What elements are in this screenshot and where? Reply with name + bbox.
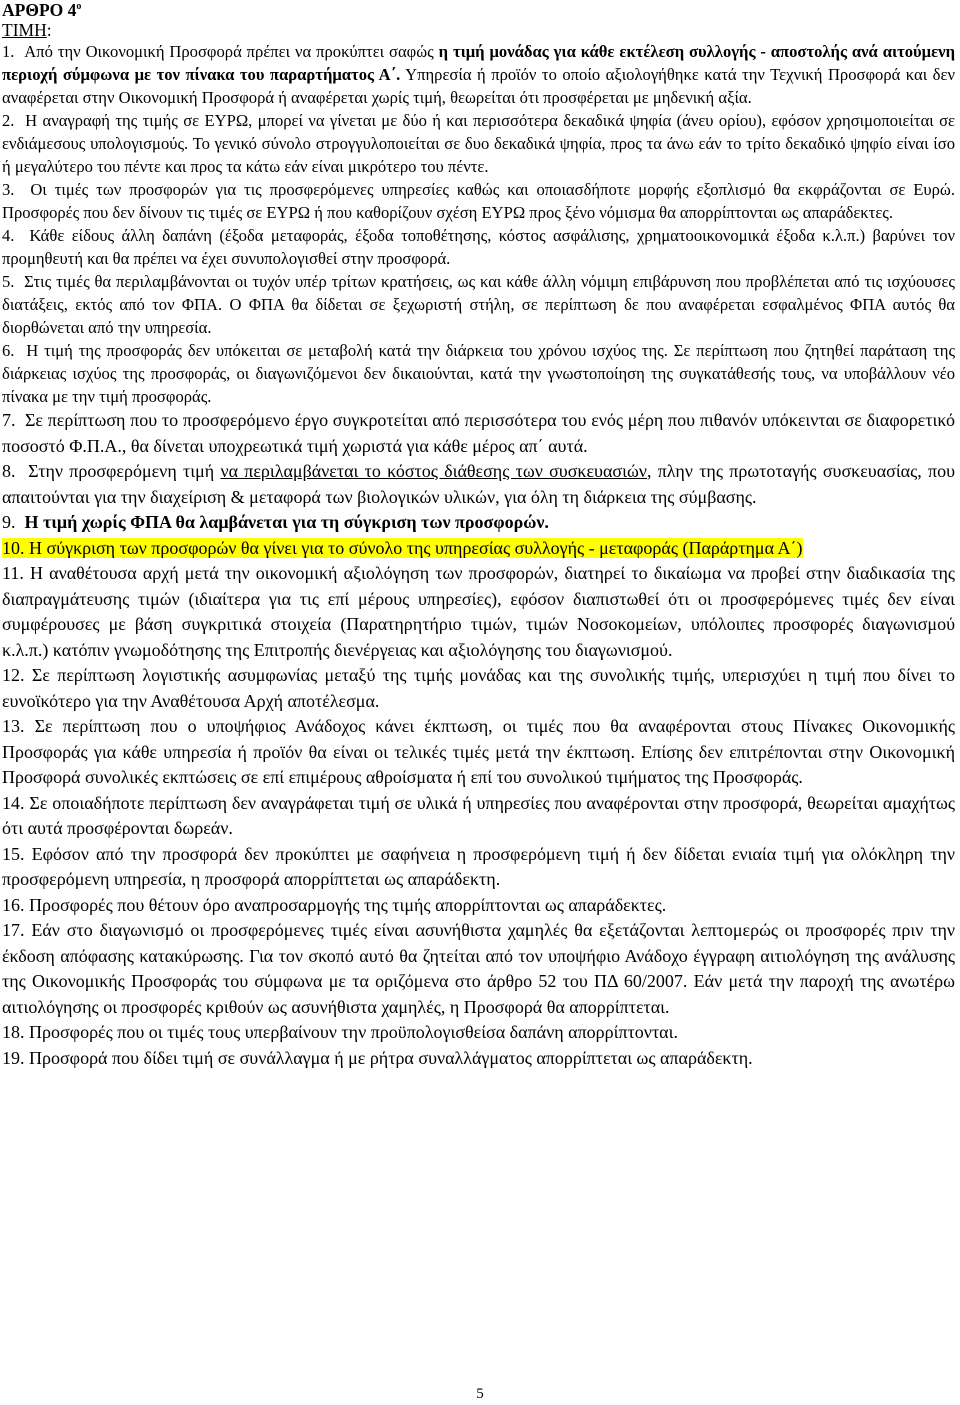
item-11: 11. Η αναθέτουσα αρχή μετά την οικονομική αξιολόγηση των προσφορών, διατηρεί το δικαίωμα να προβεί στην διαδικασία της διαπραγμάτευσης τιμών (ιδιαίτερα για τις επί μέρους υπηρεσίες), εφόσον διαπιστωθεί ότι οι προσφερόμενες τιμές δεν είναι συμφέρουσες με βάση συγκριτικά στοιχεία (Παρατηρητήριο τιμών, τιμών Νοσοκομείων, υπόλοιπες προσφορές διαγωνισμού κ.λ.π.) κατόπιν γνωμοδότησης της Επιτροπής διενέργειας και αξιολόγησης του διαγωνισμού.: [2, 563, 955, 660]
item-1-bold: η τιμή μονάδας για κάθε εκτέλεση συλλογής - αποστολής ανά αιτούμενη περιοχή σύμφωνα με τον πίνακα του παραρτήματος Α΄.: [2, 42, 956, 84]
heading-superscript: ο: [76, 1, 82, 13]
section-subheading: ΤΙΜΗ:: [2, 20, 52, 40]
item-5: 5. Στις τιμές θα περιλαμβάνονται οι τυχόν υπέρ τρίτων κρατήσεις, ως και κάθε άλλη νόμιμη επιβάρυνση που προβλέπεται από τις ισχύουσες διατάξεις, εκτός από τον ΦΠΑ. Ο ΦΠΑ θα δίδεται σε ξεχωριστή στήλη, σε περίπτωση δε που αναφέρεται εσφαλμένος ΦΠΑ αυτός θα διορθώνεται από την υπηρεσία.: [2, 272, 955, 337]
item-8-underlined: να περιλαμβάνεται το κόστος διάθεσης των συσκευασιών: [220, 461, 647, 481]
page-number: 5: [476, 1386, 484, 1402]
item-2: 2. Η αναγραφή της τιμής σε ΕΥΡΩ, μπορεί να γίνεται με δύο ή και περισσότερα δεκαδικά ψηφία (άνευ ορίου), εφόσον χρησιμοποιείται σε ενδιάμεσους υπολογισμούς. Το γενικό σύνολο στρογγυλοποιείται σε δυο δεκαδικά ψηφία, προς τα άνω εάν το τρίτο δεκαδικό ψηφίο είναι ίσο ή μεγαλύτερο του πέντε και προς τα κάτω εάν είναι μικρότερο του πέντε.: [2, 111, 955, 176]
item-8: 8. Στην προσφερόμενη τιμή να περιλαμβάνεται το κόστος διάθεσης των συσκευασιών, πλην της πρωτοταγής συσκευασίας, που απαιτούνται για την διαχείριση & μεταφορά των βιολογικών υλικών, για όλη τη διάρκεια της σύμβασης.: [2, 461, 956, 507]
item-4: 4. Κάθε είδους άλλη δαπάνη (έξοδα μεταφοράς, έξοδα τοποθέτησης, κόστος ασφάλισης, χρηματοοικονομικά έξοδα κ.λ.π.) βαρύνει τον προμηθευτή και θα πρέπει να έχει συνυπολογισθεί στην προσφορά.: [2, 226, 956, 268]
item-1: 1. Από την Οικονομική Προσφορά πρέπει να προκύπτει σαφώς η τιμή μονάδας για κάθε εκτέλεση συλλογής - αποστολής ανά αιτούμενη περιοχή σύμφωνα με τον πίνακα του παραρτήματος Α΄. Υπηρεσία ή προϊόν το οποίο αξιολογήθηκε κατά την Τεχνική Προσφορά και δεν αναφέρεται στην Οικονομική Προσφορά ή αναφέρεται χωρίς τιμή, θεωρείται ότι προσφέρεται με μηδενική αξία.: [2, 42, 956, 107]
item-18: 18. Προσφορές που οι τιμές τους υπερβαίνουν την προϋπολογισθείσα δαπάνη απορρίπτονται.: [2, 1022, 678, 1042]
item-16: 16. Προσφορές που θέτουν όρο αναπροσαρμογής της τιμής απορρίπτονται ως απαράδεκτες.: [2, 894, 667, 915]
item-17: 17. Εάν στο διαγωνισμό οι προσφερόμενες τιμές είναι ασυνήθιστα χαμηλές θα εξετάζονται λεπτομερώς οι προσφορές πριν την έκδοση απόφασης κατακύρωσης. Για τον σκοπό αυτό θα ζητείται από τον υποψήφιο Ανάδοχο έγγραφη αιτιολόγηση της ανάλυσης της Οικονομικής Προσφοράς του σύμφωνα με τα οριζόμενα στο άρθρο 52 του ΠΔ 60/2007. Εάν μετά την παροχή της ανωτέρω αιτιολόγησης οι προσφορές κριθούν ως ασυνήθιστα χαμηλές, η Προσφορά θα απορρίπτεται.: [2, 920, 955, 1017]
article-body: [2, 1, 955, 1071]
item-10-highlighted: [2, 536, 955, 562]
item-14: 14. Σε οποιαδήποτε περίπτωση δεν αναγράφεται τιμή σε υλικά ή υπηρεσίες που αναφέρονται στην προσφορά, θεωρείται αμαχήτως ότι αυτά προσφέρονται δωρεάν.: [2, 792, 956, 838]
item-13: 13. Σε περίπτωση που ο υποψήφιος Ανάδοχος κάνει έκπτωση, οι τιμές που θα αναφέρονται στους Πίνακες Οικονομικής Προσφοράς για κάθε υπηρεσία ή προϊόν θα είναι οι τελικές τιμές μετά την έκπτωση. Επίσης δεν επιτρέπονται στην Οικονομική Προσφορά συνολικές εκπτώσεις σε επί επιμέρους αθροίσματα ή επί του συνολικού τιμήματος της Προσφοράς.: [2, 716, 956, 787]
article-heading: ΑΡΘΡΟ $4^o$: [2, 0, 82, 20]
item-6: 6. Η τιμή της προσφοράς δεν υπόκειται σε μεταβολή κατά την διάρκεια του χρόνου ισχύος της. Σε περίπτωση που ζητηθεί παράταση της διάρκειας ισχύος της προσφοράς, οι διαγωνιζόμενοι δεν δικαιούνται, κατά την γνωστοποίηση της συγκατάθεσής τους, να υποβάλλουν νέο πίνακα με την τιμή προσφοράς.: [2, 341, 956, 406]
item-12: 12. Σε περίπτωση λογιστικής ασυμφωνίας μεταξύ της τιμής μονάδας και της συνολικής τιμής, υπερισχύει η τιμή που δίνει το ευνοϊκότερο για την Αναθέτουσα Αρχή αποτέλεσμα.: [2, 665, 955, 711]
item-7: 7. Σε περίπτωση που το προσφερόμενο έργο συγκροτείται από περισσότερα του ενός μέρη που πιθανόν υπόκεινται σε διαφορετικό ποσοστό Φ.Π.Α., θα δίνεται υποχρεωτικά τιμή χωριστά για κάθε μέρος απ΄ αυτά.: [2, 410, 955, 456]
item-10-highlight: 10. Η σύγκριση των προσφορών θα γίνει για το σύνολο της υπηρεσίας συλλογής - μεταφοράς (Παράρτημα Α΄): [2, 537, 803, 558]
item-3: 3. Οι τιμές των προσφορών για τις προσφερόμενες υπηρεσίες καθώς και οποιασδήποτε μορφής εξοπλισμό θα εκφράζονται σε Ευρώ. Προσφορές που δεν δίνουν τις τιμές σε ΕΥΡΩ ή που καθορίζουν σχέση ΕΥΡΩ προς ξένο νόμισμα θα απορρίπτονται ως απαράδεκτες.: [2, 180, 955, 222]
item-9: 9. Η τιμή χωρίς ΦΠΑ θα λαμβάνεται για τη σύγκριση των προσφορών.: [2, 512, 549, 532]
item-9-bold: Η τιμή χωρίς ΦΠΑ θα λαμβάνεται για τη σύγκριση των προσφορών.: [24, 512, 549, 532]
item-15: 15. Εφόσον από την προσφορά δεν προκύπτει με σαφήνεια η προσφερόμενη τιμή ή δεν δίδεται ενιαία τιμή για ολόκληρη την προσφερόμενη υπηρεσία, η προσφορά απορρίπτεται ως απαράδεκτη.: [2, 843, 955, 889]
item-19: 19. Προσφορά που δίδει τιμή σε συνάλλαγμα ή με ρήτρα συναλλάγματος απορρίπτεται ως απαράδεκτη.: [2, 1047, 753, 1068]
